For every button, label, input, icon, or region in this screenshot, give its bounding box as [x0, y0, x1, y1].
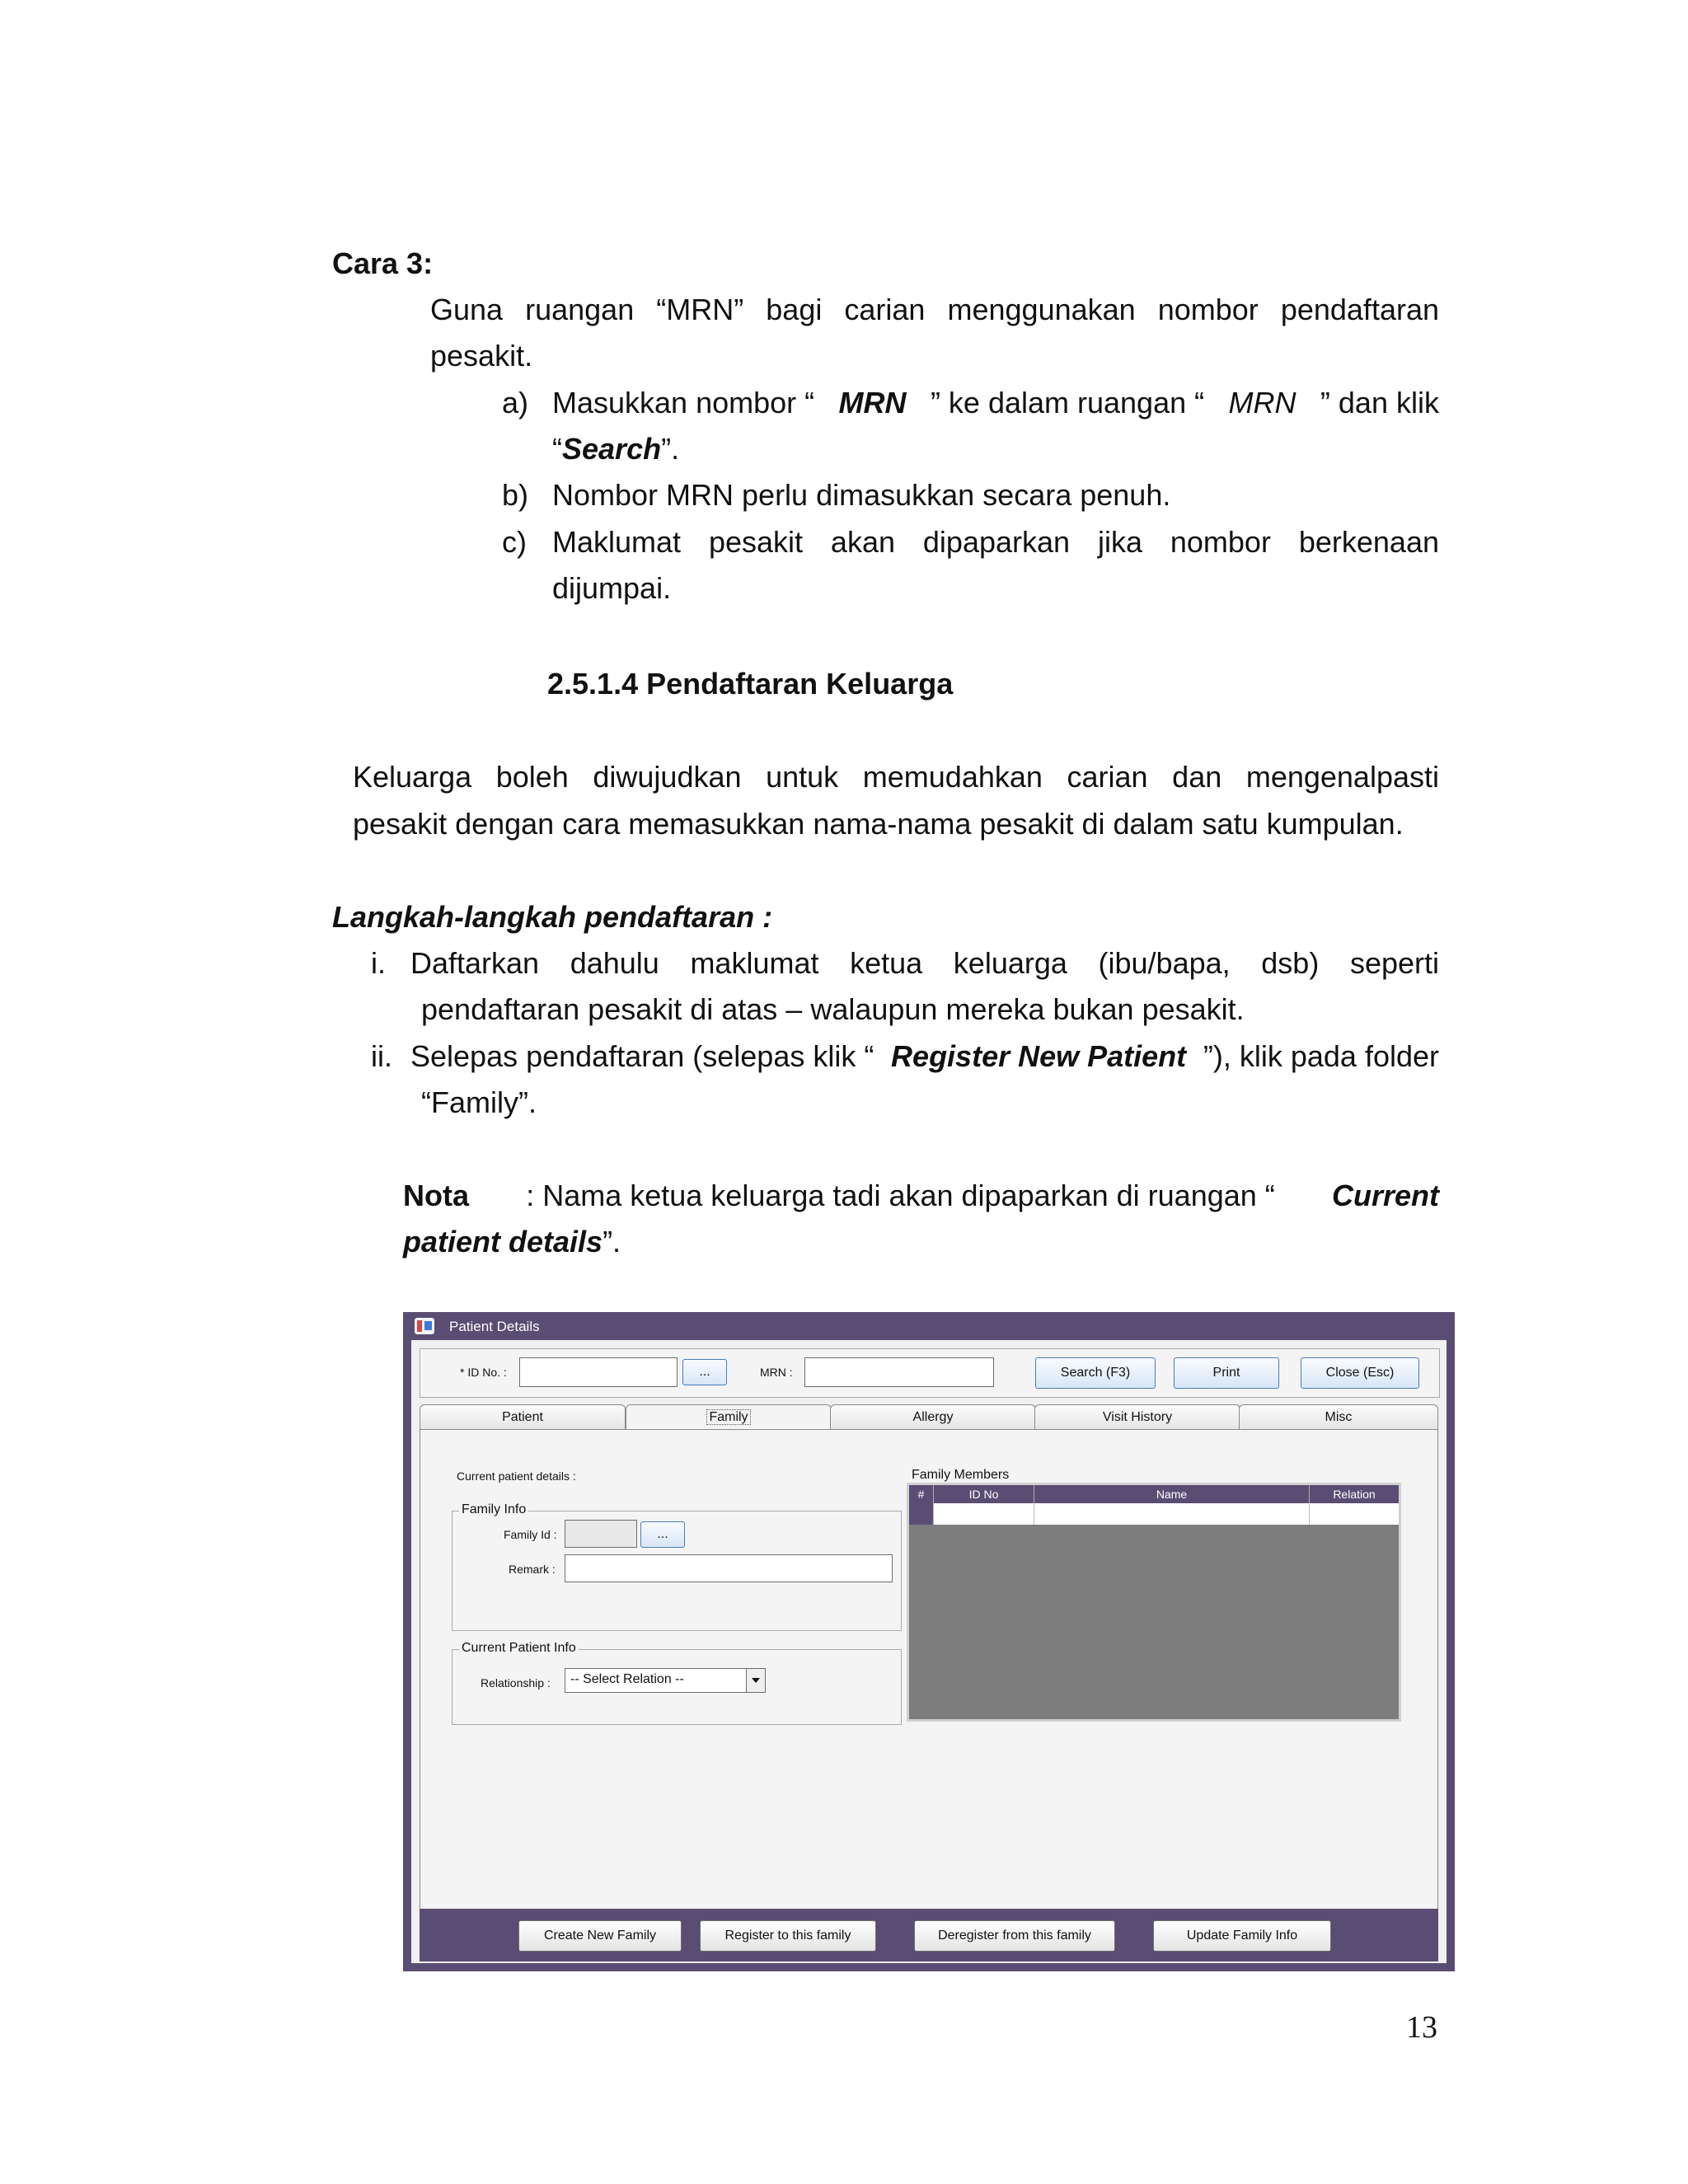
item-a-part2: ” ke dalam ruangan “ [930, 386, 1205, 419]
family-tab-panel [420, 1429, 1438, 1938]
window-title: Patient Details [449, 1319, 540, 1334]
app-icon [415, 1318, 434, 1334]
tab-family[interactable] [626, 1404, 832, 1431]
tab-patient[interactable]: Patient [420, 1404, 626, 1429]
family-info-legend: Family Info [459, 1502, 528, 1517]
note-line2 [403, 1219, 621, 1265]
search-bar [420, 1348, 1440, 1398]
item-b-marker: b) [502, 478, 529, 512]
item-a-line2-part1: “ [552, 432, 562, 466]
grid-header-relation[interactable]: Relation [1310, 1485, 1399, 1503]
step-ii-part1: Selepas pendaftaran (selepas klik “ [410, 1039, 874, 1073]
chevron-down-icon[interactable] [746, 1669, 765, 1692]
family-info-group [452, 1502, 902, 1631]
family-para-line2: pesakit dengan cara memasukkan nama-nama pesakit di dalam satu kumpulan. [353, 807, 1404, 841]
step-i-line2: pendaftaran pesakit di atas – walaupun mereka bukan pesakit. [421, 992, 1245, 1026]
search-button[interactable]: Search (F3) [1035, 1357, 1156, 1389]
item-a-mrn-italic: MRN [1228, 386, 1296, 419]
family-members-grid [907, 1483, 1401, 1722]
family-para-line1: Keluarga boleh diwujudkan untuk memudahkan carian dan mengenalpasti [353, 760, 1439, 794]
item-a-search: Search [562, 432, 662, 466]
create-new-family-button[interactable]: Create New Family [518, 1920, 682, 1952]
item-a-mrn-bold: MRN [838, 386, 907, 419]
current-patient-info-legend: Current Patient Info [459, 1641, 579, 1656]
step-ii-marker: ii. [371, 1039, 392, 1073]
id-lookup-button[interactable]: ... [682, 1359, 727, 1385]
step-i-marker: i. [371, 946, 386, 980]
step-ii-bold: Register New Patient [891, 1039, 1187, 1073]
print-button[interactable]: Print [1174, 1357, 1279, 1389]
grid-cell-id-no[interactable] [934, 1503, 1034, 1525]
remark-label: Remark : [509, 1563, 556, 1576]
id-no-input[interactable] [519, 1357, 678, 1387]
tab-family-label: Family [706, 1409, 750, 1425]
tab-strip [420, 1404, 1438, 1431]
item-a-line2 [552, 426, 679, 472]
mrn-label: MRN : [760, 1366, 793, 1379]
section-heading [547, 661, 953, 707]
tab-misc[interactable]: Misc [1239, 1404, 1438, 1429]
relationship-selected: -- Select Relation -- [570, 1672, 684, 1686]
tab-visit-history[interactable]: Visit History [1034, 1404, 1240, 1429]
note-label: Nota [403, 1179, 469, 1212]
item-c-line2: dijumpai. [552, 571, 672, 605]
step-ii-line1 [410, 1033, 1439, 1080]
cara-intro-line2: pesakit. [430, 339, 533, 373]
section-number: 2.5.1.4 [547, 667, 639, 701]
item-a-line2-part2: ”. [661, 432, 680, 466]
tab-allergy[interactable]: Allergy [830, 1404, 1036, 1429]
remark-input[interactable] [565, 1554, 893, 1582]
grid-cell-relation[interactable] [1310, 1503, 1399, 1525]
page-number: 13 [1406, 2010, 1437, 2045]
item-a-part3: ” dan klik [1320, 386, 1439, 419]
grid-header-name[interactable]: Name [1034, 1485, 1310, 1503]
item-a-marker: a) [502, 386, 529, 419]
register-to-family-button[interactable]: Register to this family [700, 1920, 876, 1952]
current-patient-info-group [452, 1641, 902, 1725]
section-title: Pendaftaran Keluarga [646, 667, 954, 701]
note-bold2: patient details [403, 1225, 603, 1258]
relationship-select[interactable] [565, 1668, 766, 1693]
step-ii-part2: ”), klik pada folder [1203, 1039, 1439, 1073]
cara-title: Cara 3: [332, 246, 434, 280]
grid-cell-name[interactable] [1034, 1503, 1310, 1525]
item-a-part1: Masukkan nombor “ [552, 386, 815, 419]
family-id-label: Family Id : [504, 1528, 557, 1541]
close-button[interactable]: Close (Esc) [1301, 1357, 1419, 1389]
relationship-label: Relationship : [481, 1676, 551, 1690]
window-titlebar [403, 1312, 1455, 1340]
item-c-marker: c) [502, 525, 527, 559]
step-ii-line2: “Family”. [421, 1085, 537, 1119]
step-i-line1: Daftarkan dahulu maklumat ketua keluarga (ibu/bapa, dsb) seperti [410, 946, 1439, 980]
grid-header-number[interactable]: # [909, 1485, 934, 1503]
deregister-from-family-button[interactable]: Deregister from this family [914, 1920, 1115, 1952]
family-id-input[interactable] [565, 1520, 637, 1548]
window-client [411, 1340, 1447, 1963]
update-family-info-button[interactable]: Update Family Info [1153, 1920, 1331, 1952]
grid-header-id-no[interactable]: ID No [934, 1485, 1034, 1503]
grid-row-selector[interactable] [909, 1503, 934, 1525]
steps-heading: Langkah-langkah pendaftaran : [332, 900, 773, 934]
item-a-line1 [552, 380, 1439, 426]
note-line1 [403, 1173, 1439, 1219]
family-id-lookup-button[interactable]: ... [640, 1521, 685, 1548]
id-no-label: * ID No. : [460, 1366, 507, 1379]
note-part2: ”. [603, 1225, 621, 1258]
patient-details-window [403, 1312, 1455, 1971]
family-members-label: Family Members [912, 1468, 1010, 1482]
current-details-label: Current patient details : [457, 1469, 576, 1483]
cara-intro-line1: Guna ruangan “MRN” bagi carian menggunakan nombor pendaftaran [430, 293, 1439, 326]
action-bar [420, 1909, 1438, 1961]
item-c-line1: Maklumat pesakit akan dipaparkan jika nombor berkenaan [552, 525, 1439, 559]
item-b-text: Nombor MRN perlu dimasukkan secara penuh. [552, 478, 1171, 512]
note-part1: : Nama ketua keluarga tadi akan dipaparkan di ruangan “ [526, 1179, 1275, 1212]
mrn-input[interactable] [804, 1357, 994, 1387]
note-bold1: Current [1331, 1179, 1439, 1212]
